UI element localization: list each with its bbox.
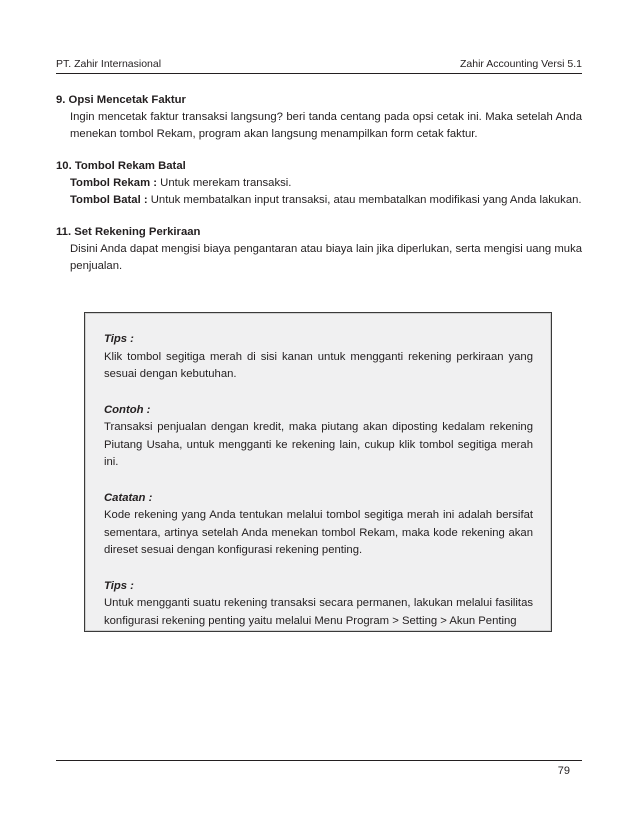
rekam-label: Tombol Rekam : bbox=[70, 177, 158, 189]
section-11-body: Disini Anda dapat mengisi biaya pengantaran atau biaya lain jika diperlukan, serta mengisi uang muka penjualan. bbox=[70, 243, 582, 272]
section-10 bbox=[56, 158, 582, 209]
tip-body-2: Untuk mengganti suatu rekening transaksi secara permanen, lakukan melalui fasilitas konfigurasi rekening penting yaitu melalui Menu Program > Setting > Akun Penting bbox=[104, 597, 533, 627]
section-9-title: 9. Opsi Mencetak Faktur bbox=[56, 94, 186, 106]
tips-box bbox=[84, 312, 552, 632]
section-10-body bbox=[70, 175, 582, 209]
section-9-body: Ingin mencetak faktur transaksi langsung? beri tanda centang pada opsi cetak ini. Maka setelah Anda menekan tombol Rekam, program akan langsung menampilkan form cetak faktur. bbox=[70, 111, 582, 140]
rekam-line bbox=[70, 175, 582, 192]
tip-item bbox=[104, 331, 533, 384]
example-body: Transaksi penjualan dengan kredit, maka piutang akan diposting kedalam rekening Piutang Usaha, untuk mengganti ke rekening lain, cukup klik tombol segitiga merah ini. bbox=[104, 421, 533, 468]
example-item bbox=[104, 402, 533, 472]
footer-rule bbox=[56, 760, 582, 761]
section-11-title: 11. Set Rekening Perkiraan bbox=[56, 226, 201, 238]
main-content bbox=[56, 92, 582, 290]
page-number: 79 bbox=[557, 765, 570, 777]
note-item bbox=[104, 490, 533, 560]
section-9 bbox=[56, 92, 582, 143]
batal-label: Tombol Batal : bbox=[70, 194, 148, 206]
section-10-title: 10. Tombol Rekam Batal bbox=[56, 160, 186, 172]
header-company: PT. Zahir Internasional bbox=[56, 58, 162, 70]
batal-text: Untuk membatalkan input transaksi, atau membatalkan modifikasi yang Anda lakukan. bbox=[147, 194, 582, 206]
header-rule bbox=[56, 73, 582, 74]
tip-title: Tips : bbox=[104, 333, 134, 345]
batal-line bbox=[70, 192, 582, 209]
tip-title-2: Tips : bbox=[104, 579, 134, 592]
rekam-text: Untuk merekam transaksi. bbox=[157, 177, 292, 189]
tip-body: Klik tombol segitiga merah di sisi kanan untuk mengganti rekening perkiraan yang sesuai dengan kebutuhan. bbox=[104, 350, 533, 380]
example-title: Contoh : bbox=[104, 403, 151, 416]
page-header bbox=[56, 56, 582, 74]
tip-item-2 bbox=[104, 578, 533, 631]
tips-content bbox=[104, 331, 533, 648]
section-11 bbox=[56, 224, 582, 275]
note-title: Catatan : bbox=[104, 491, 153, 504]
header-product: Zahir Accounting Versi 5.1 bbox=[460, 58, 582, 70]
note-body: Kode rekening yang Anda tentukan melalui tombol segitiga merah ini adalah bersifat sementara, artinya setelah Anda menekan tombol Rekam, maka kode rekening akan direset sesuai dengan konfigurasi rekening penting. bbox=[104, 509, 533, 556]
